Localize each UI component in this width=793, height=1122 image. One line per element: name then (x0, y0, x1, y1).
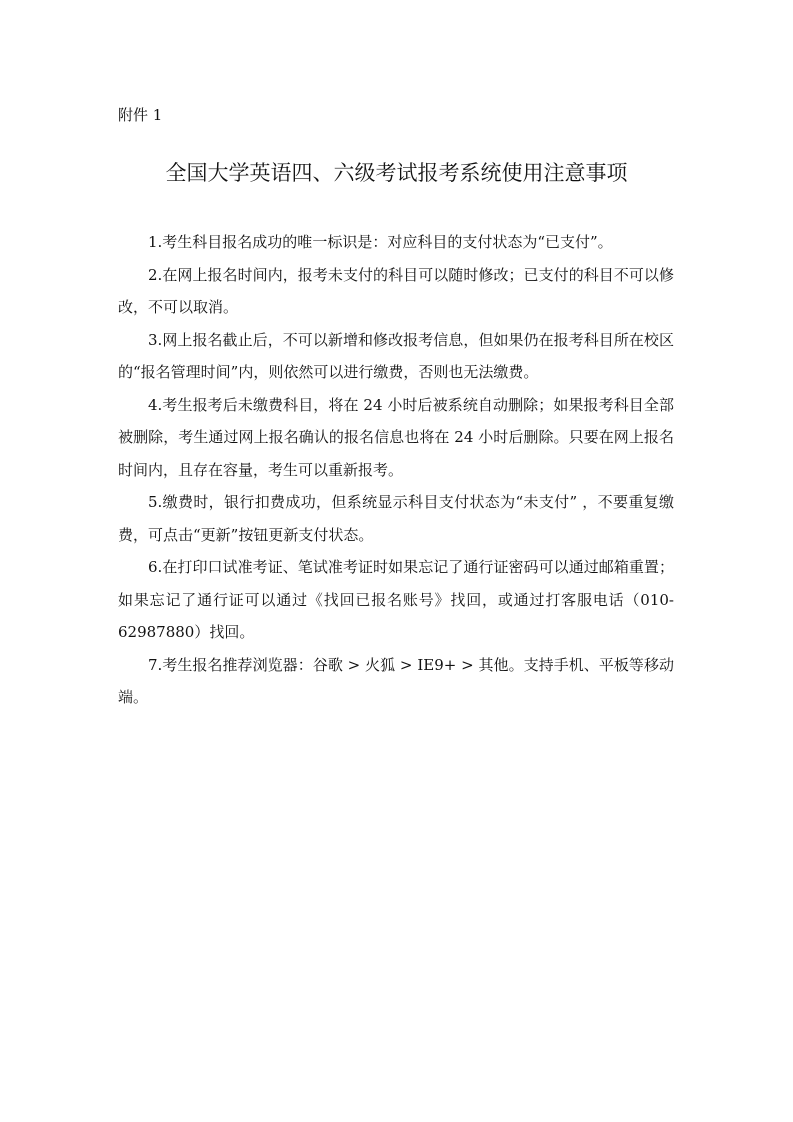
document-title: 全国大学英语四、六级考试报考系统使用注意事项 (165, 161, 628, 185)
notice-item-6: 6.在打印口试准考证、笔试准考证时如果忘记了通行证密码可以通过邮箱重置；如果忘记了通行证可以通过《找回已报名账号》找回，或通过打客服电话（010-62987880）找回。 (118, 558, 674, 641)
notice-item-3: 3.网上报名截止后，不可以新增和修改报考信息，但如果仍在报考科目所在校区的“报名管理时间”内，则依然可以进行缴费，否则也无法缴费。 (118, 330, 674, 381)
notice-item-4: 4.考生报考后未缴费科目，将在 24 小时后被系统自动删除；如果报考科目全部被删除，考生通过网上报名确认的报名信息也将在 24 小时后删除。只要在网上报名时间内，且存在容量，考生可以重新报考。 (118, 395, 674, 479)
notice-item-7: 7.考生报名推荐浏览器：谷歌 > 火狐 > IE9+ > 其他。支持手机、平板等移动端。 (118, 655, 674, 706)
notice-item-2: 2.在网上报名时间内，报考未支付的科目可以随时修改；已支付的科目不可以修改，不可以取消。 (118, 265, 674, 316)
notice-item-5: 5.缴费时，银行扣费成功，但系统显示科目支付状态为“未支付” ，不要重复缴费，可点击“更新”按钮更新支付状态。 (118, 493, 674, 544)
notice-item-1: 1.考生科目报名成功的唯一标识是：对应科目的支付状态为“已支付”。 (148, 233, 613, 251)
notice-list (118, 226, 674, 714)
attachment-label: 附件 1 (118, 106, 163, 124)
